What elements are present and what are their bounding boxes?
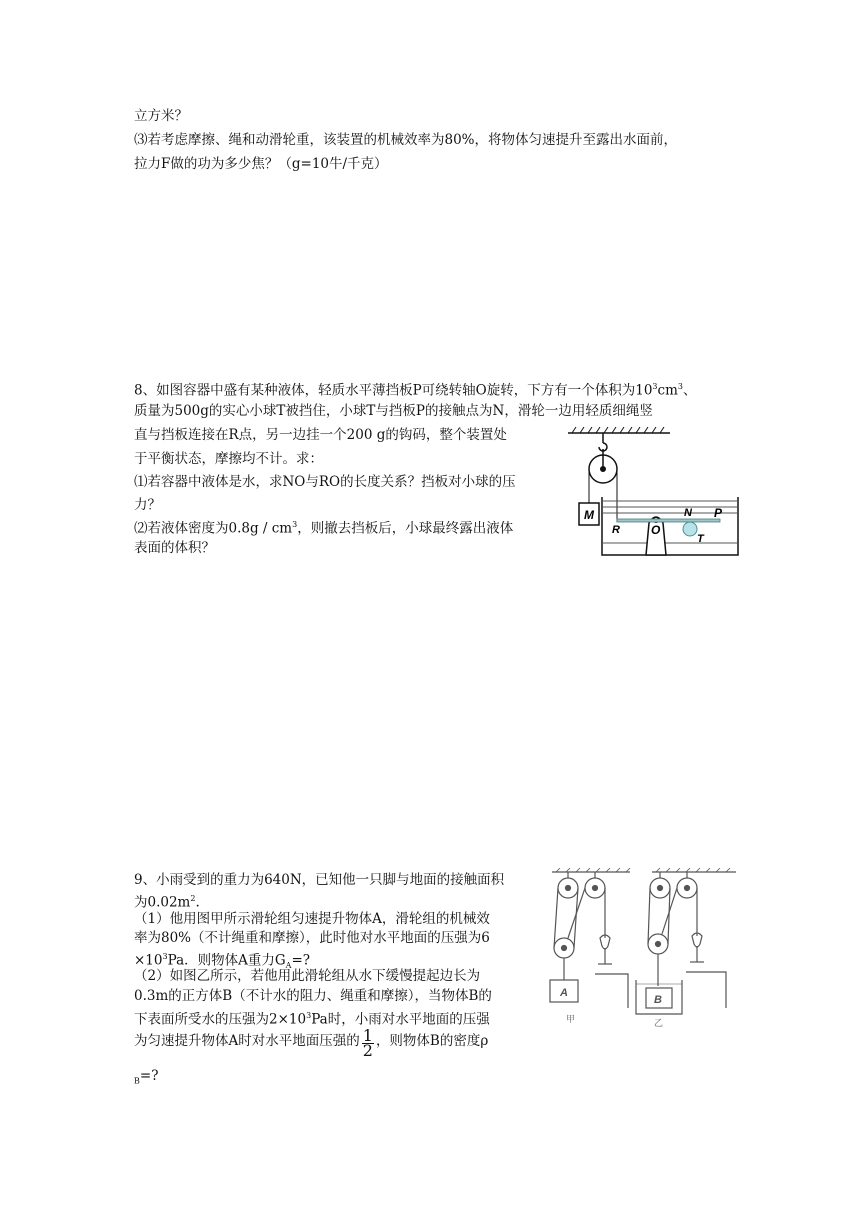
p9-line1: 9、小雨受到的重力为640N，已知他一只脚与地面的接触面积 bbox=[134, 872, 505, 888]
p9-line6: （2）如图乙所示，若他用此滑轮组从水下缓慢提起边长为 bbox=[134, 968, 481, 984]
p9-line3: （1）他用图甲所示滑轮组匀速提升物体A，滑轮组的机械效 bbox=[134, 911, 490, 927]
label-yi: 乙 bbox=[654, 1019, 664, 1028]
fraction-one-half: $\frac{1}{2}$ bbox=[362, 1026, 373, 1060]
p7-line2: ⑶若考虑摩擦、绳和动滑轮重，该装置的机械效率为80%，将物体匀速提升至露出水面前， bbox=[134, 132, 678, 148]
p8-line3: 直与挡板连接在R点，另一边挂一个200 g的钩码，整个装置处 bbox=[134, 427, 507, 443]
p8-line4: 于平衡状态，摩擦均不计。求： bbox=[134, 451, 323, 467]
p9-line8: 下表面所受水的压强为$2\times 10^3Pa$时，小雨对水平地面的压强 bbox=[134, 1011, 490, 1028]
label-r: R bbox=[612, 524, 620, 536]
label-a: A bbox=[560, 987, 568, 999]
label-t: T bbox=[697, 533, 704, 545]
label-jia: 甲 bbox=[566, 1015, 576, 1025]
p8-line5: ⑴若容器中液体是水，求NO与RO的长度关系？挡板对小球的压 bbox=[134, 474, 516, 490]
p8-line8: 表面的体积？ bbox=[134, 540, 215, 556]
p9-line9: 为匀速提升物体A时对水平地面压强的 $\frac{1}{2}$ ，则物体B的密度ρ bbox=[134, 1026, 489, 1060]
p9-line10: $_B$=? bbox=[134, 1068, 159, 1086]
p9-line2: 为$0.02m^2$. bbox=[134, 894, 200, 911]
ball-t bbox=[683, 522, 697, 536]
pulley-system-figures bbox=[540, 868, 740, 1028]
p7-line3: 拉力F做的功为多少焦？（g=10牛/千克） bbox=[134, 156, 388, 172]
p9-line5: $\times 10^3Pa$．则物体A重力$G_A=$? bbox=[134, 952, 310, 971]
p8-line1: 8、如图容器中盛有某种液体，轻质水平薄挡板P可绕转轴O旋转，下方有一个体积为$10^3cm^3$、 bbox=[134, 382, 697, 399]
label-p: P bbox=[714, 506, 723, 520]
label-m: M bbox=[584, 508, 594, 522]
label-b: B bbox=[654, 994, 662, 1006]
board-p bbox=[617, 519, 720, 522]
lever-pulley-diagram bbox=[566, 425, 746, 565]
label-o: O bbox=[651, 523, 661, 537]
p9-line7: 0.3m的正方体B（不计水的阻力、绳重和摩擦），当物体B的 bbox=[134, 988, 492, 1004]
p7-line1: 立方米？ bbox=[134, 108, 188, 124]
p9-line4: 率为80%（不计绳重和摩擦），此时他对水平地面的压强为6 bbox=[134, 930, 490, 946]
p8-line7: ⑵若液体密度为$0.8g / cm^3$，则撤去挡板后，小球最终露出液体 bbox=[134, 520, 514, 537]
p8-line6: 力？ bbox=[134, 497, 161, 513]
p8-line2: 质量为500g的实心小球T被挡住，小球T与挡板P的接触点为N，滑轮一边用轻质细绳竖 bbox=[134, 403, 653, 419]
label-n: N bbox=[684, 507, 692, 519]
